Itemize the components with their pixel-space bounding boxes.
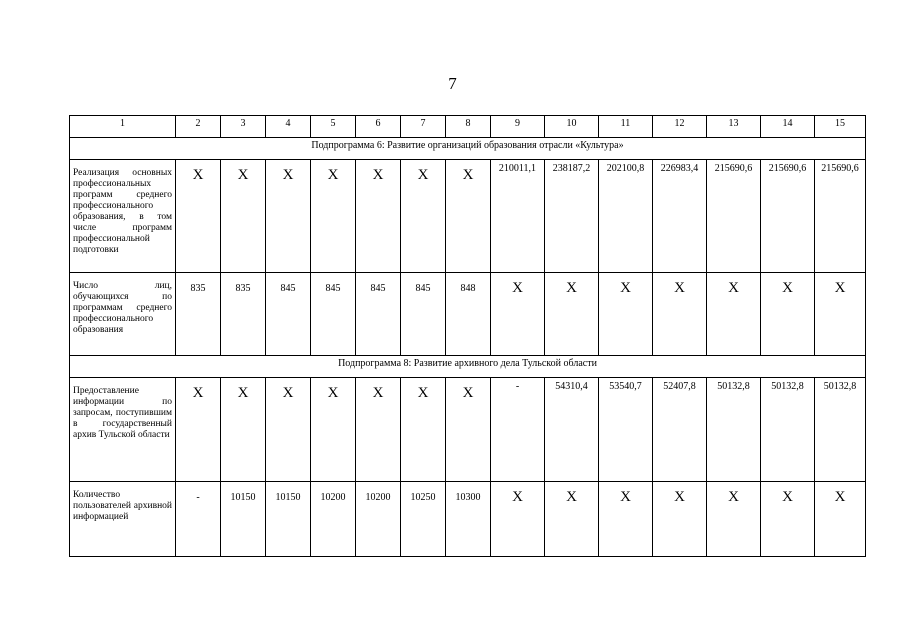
value-cell: 215690,6	[761, 160, 815, 273]
not-applicable-mark: Х	[221, 160, 266, 273]
table-row	[70, 482, 866, 557]
page-number: 7	[448, 74, 457, 93]
value-cell: 10150	[221, 482, 266, 557]
not-applicable-mark: Х	[761, 273, 815, 356]
column-number-cell: 14	[761, 116, 815, 138]
value-cell: 215690,6	[707, 160, 761, 273]
not-applicable-mark: Х	[266, 160, 311, 273]
not-applicable-mark: Х	[707, 482, 761, 557]
value-cell: 10200	[356, 482, 401, 557]
indicators-table	[69, 115, 866, 557]
column-number-cell: 12	[653, 116, 707, 138]
column-number-cell: 10	[545, 116, 599, 138]
not-applicable-mark: Х	[599, 273, 653, 356]
table-row	[70, 378, 866, 482]
value-cell: 50132,8	[761, 378, 815, 482]
section-title-row	[70, 356, 866, 378]
column-number-cell: 9	[491, 116, 545, 138]
value-cell: 845	[311, 273, 356, 356]
table-row	[70, 273, 866, 356]
value-cell: 10150	[266, 482, 311, 557]
not-applicable-mark: Х	[311, 160, 356, 273]
not-applicable-mark: Х	[446, 160, 491, 273]
value-cell: -	[491, 378, 545, 482]
value-cell: 226983,4	[653, 160, 707, 273]
value-cell: -	[176, 482, 221, 557]
value-cell: 54310,4	[545, 378, 599, 482]
not-applicable-mark: Х	[707, 273, 761, 356]
not-applicable-mark: Х	[491, 482, 545, 557]
value-cell: 10300	[446, 482, 491, 557]
not-applicable-mark: Х	[491, 273, 545, 356]
value-cell: 52407,8	[653, 378, 707, 482]
not-applicable-mark: Х	[761, 482, 815, 557]
value-cell: 53540,7	[599, 378, 653, 482]
not-applicable-mark: Х	[401, 378, 446, 482]
not-applicable-mark: Х	[176, 378, 221, 482]
not-applicable-mark: Х	[311, 378, 356, 482]
column-number-cell: 11	[599, 116, 653, 138]
value-cell: 202100,8	[599, 160, 653, 273]
not-applicable-mark: Х	[401, 160, 446, 273]
value-cell: 10250	[401, 482, 446, 557]
column-number-cell: 15	[815, 116, 866, 138]
value-cell: 50132,8	[707, 378, 761, 482]
value-cell: 835	[176, 273, 221, 356]
column-number-cell: 8	[446, 116, 491, 138]
column-number-cell: 5	[311, 116, 356, 138]
value-cell: 835	[221, 273, 266, 356]
value-cell: 238187,2	[545, 160, 599, 273]
section-title: Подпрограмма 6: Развитие организаций образования отрасли «Культура»	[70, 138, 866, 160]
value-cell: 10200	[311, 482, 356, 557]
column-number-row	[70, 116, 866, 138]
not-applicable-mark: Х	[653, 273, 707, 356]
value-cell: 215690,6	[815, 160, 866, 273]
column-number-cell: 3	[221, 116, 266, 138]
not-applicable-mark: Х	[545, 482, 599, 557]
column-number-cell: 4	[266, 116, 311, 138]
table-row	[70, 160, 866, 273]
not-applicable-mark: Х	[815, 482, 866, 557]
not-applicable-mark: Х	[176, 160, 221, 273]
column-number-cell: 1	[70, 116, 176, 138]
indicator-label: Число лиц, обучающихся по программам среднего профессионального образования	[70, 273, 176, 356]
value-cell: 845	[356, 273, 401, 356]
value-cell: 848	[446, 273, 491, 356]
not-applicable-mark: Х	[446, 378, 491, 482]
column-number-cell: 13	[707, 116, 761, 138]
column-number-cell: 6	[356, 116, 401, 138]
not-applicable-mark: Х	[266, 378, 311, 482]
column-number-cell: 2	[176, 116, 221, 138]
section-title: Подпрограмма 8: Развитие архивного дела Тульской области	[70, 356, 866, 378]
value-cell: 845	[266, 273, 311, 356]
indicator-label: Реализация основных профессиональных программ среднего профессионального образования, в том числе программ профессиональной подготовки	[70, 160, 176, 273]
value-cell: 210011,1	[491, 160, 545, 273]
value-cell: 50132,8	[815, 378, 866, 482]
not-applicable-mark: Х	[356, 160, 401, 273]
not-applicable-mark: Х	[545, 273, 599, 356]
not-applicable-mark: Х	[221, 378, 266, 482]
value-cell: 845	[401, 273, 446, 356]
not-applicable-mark: Х	[815, 273, 866, 356]
indicator-label: Предоставление информации по запросам, поступившим в государственный архив Тульской области	[70, 378, 176, 482]
section-title-row	[70, 138, 866, 160]
column-number-cell: 7	[401, 116, 446, 138]
not-applicable-mark: Х	[653, 482, 707, 557]
indicator-label: Количество пользователей архивной информацией	[70, 482, 176, 557]
not-applicable-mark: Х	[356, 378, 401, 482]
not-applicable-mark: Х	[599, 482, 653, 557]
